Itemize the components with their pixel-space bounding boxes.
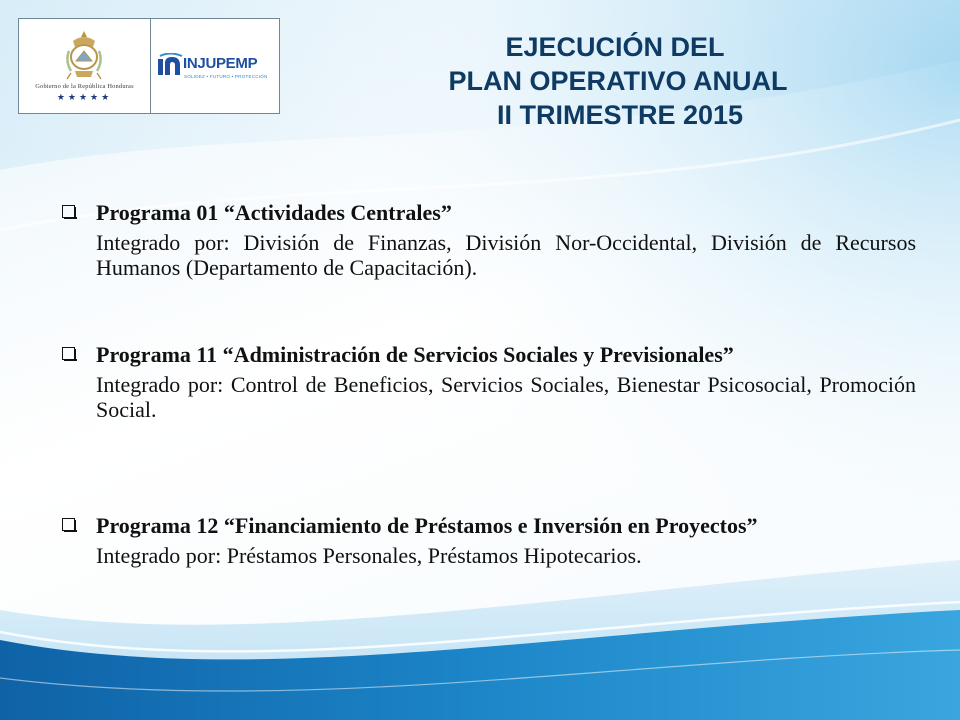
government-logo [19,19,150,113]
government-stars: ★★★★★ [56,93,113,103]
government-name: Gobierno de la República Honduras [35,83,134,90]
checkbox-bullet-icon [62,205,75,218]
injupemp-name: INJUPEMP [183,55,258,72]
title-line-2: PLAN OPERATIVO ANUAL [448,66,788,96]
honduras-seal-icon [61,27,107,83]
injupemp-tagline: SOLIDEZ • FUTURO • PROTECCIÓN [184,74,268,79]
program-description: Integrado por: División de Finanzas, División Nor-Occidental, División de Recursos Humanos (Departamento de Capacitación). [96,230,916,280]
title-line-3: II TRIMESTRE 2015 [496,100,744,130]
program-item [62,200,916,280]
title-line-1: EJECUCIÓN DEL [505,32,725,62]
logo-box [18,18,280,114]
injupemp-emblem-icon [156,53,184,77]
checkbox-bullet-icon [62,347,75,360]
program-title: Programa 12 “Financiamiento de Préstamos e Inversión en Proyectos” [96,513,758,538]
program-title: Programa 01 “Actividades Centrales” [96,200,452,225]
injupemp-logo [151,19,279,113]
program-title: Programa 11 “Administración de Servicios Sociales y Previsionales” [96,342,734,367]
program-description: Integrado por: Préstamos Personales, Préstamos Hipotecarios. [96,543,642,568]
page-title [300,30,960,132]
program-description: Integrado por: Control de Beneficios, Servicios Sociales, Bienestar Psicosocial, Promoción Social. [96,372,916,422]
program-item [62,513,916,568]
checkbox-bullet-icon [62,518,75,531]
program-item [62,342,916,422]
